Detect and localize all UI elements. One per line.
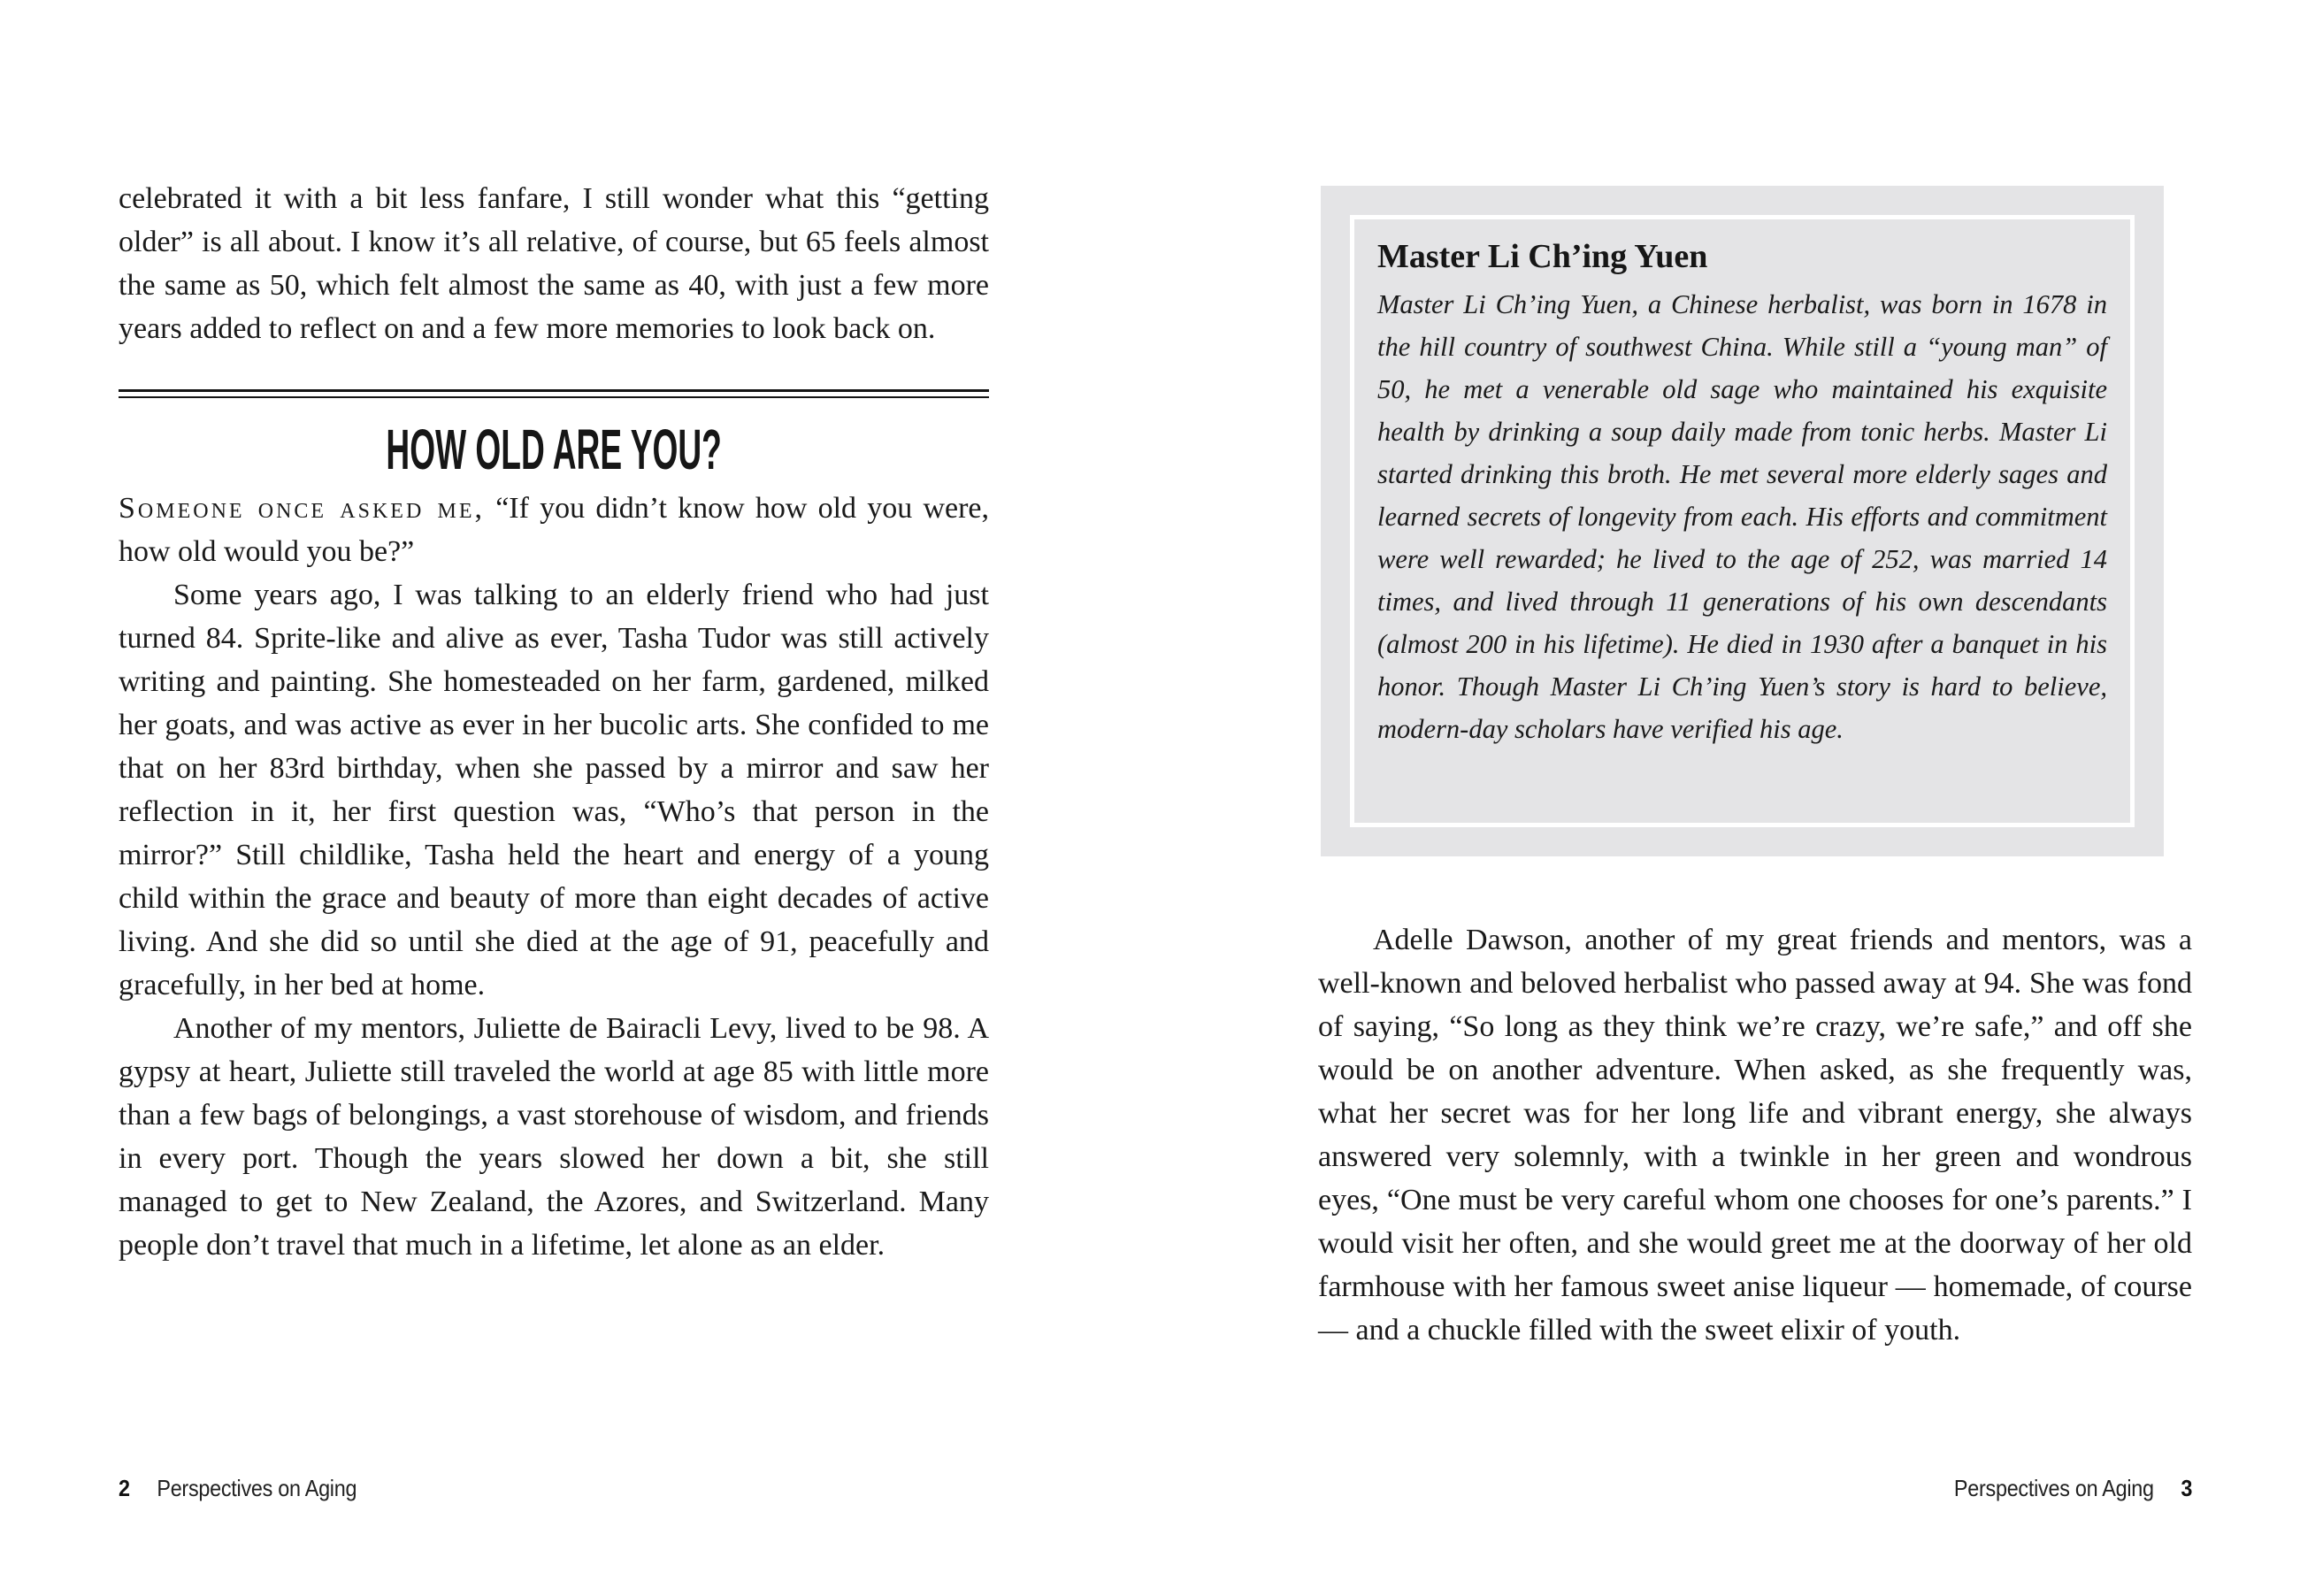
- lead-smallcaps: Someone once asked me,: [119, 492, 485, 525]
- right-footer-content: [1954, 1474, 2192, 1502]
- body-paragraph: Another of my mentors, Juliette de Bairacli Levy, lived to be 98. A gypsy at heart, Juliette still traveled the world at age 85 with little more than a few bags of belongings, a vast storehouse of wisdom, and friends in every port. Though the years slowed her down a bit, she still managed to get to New Zealand, the Azores, and Switzerland. Many people don’t travel that much in a lifetime, let alone as an elder.: [119, 1012, 989, 1262]
- section-heading-text: HOW OLD ARE YOU?: [386, 418, 722, 481]
- right-page-number: 3: [2181, 1475, 2192, 1501]
- left-page-number: 2: [119, 1475, 130, 1501]
- right-running-title: Perspectives on Aging: [1953, 1475, 2154, 1501]
- sidebar-body: Master Li Ch’ing Yuen, a Chinese herbalist, was born in 1678 in the hill country of southwest China. While still a “young man” of 50, he met a venerable old sage who maintained his exquisite health by drinking a soup daily made from tonic herbs. Master Li started drinking this broth. He met several more elderly sages and learned secrets of longevity from each. His efforts and commitment were well rewarded; he lived to the age of 252, was married 14 times, and lived through 11 generations of his own descendants (almost 200 in his lifetime). He died in 1930 after a banquet in his honor. Though Master Li Ch’ing Yuen’s story is hard to believe, modern-day scholars have verified his age.: [1377, 289, 2107, 744]
- lead-paragraph: [119, 487, 989, 573]
- intro-paragraph: celebrated it with a bit less fanfare, I still wonder what this “getting older” is all about. I know it’s all relative, of course, but 65 feels almost the same as 50, which felt almost the same as 40, with just a few more years added to reflect on and a few more memories to look back on.: [119, 182, 989, 345]
- left-page-footer: [119, 1474, 383, 1502]
- sidebar-box: [1321, 186, 2164, 856]
- left-text-column: [119, 177, 989, 1267]
- right-text-column: [1318, 918, 2192, 1352]
- right-page-footer: [1928, 1474, 2192, 1502]
- sidebar-title: Master Li Ch’ing Yuen: [1377, 238, 1708, 275]
- lead-rest: “If you didn’t know how old you were, how old would you be?”: [119, 492, 990, 568]
- section-divider-rule: [119, 389, 989, 398]
- body-paragraph: Adelle Dawson, another of my great friends and mentors, was a well-known and beloved herbalist who passed away at 94. She was fond of saying, “So long as they think we’re crazy, we’re safe,” and off she would be on another adventure. When asked, as she frequently was, what her secret was for her long life and vibrant energy, she always answered very solemnly, with a twinkle in her green and wondrous eyes, “One must be very careful whom one chooses for one’s parents.” I would visit her often, and she would greet me at the doorway of her old farmhouse with her famous sweet anise liqueur — homemade, of course — and a chuckle filled with the sweet elixir of youth.: [1318, 924, 2192, 1347]
- left-footer-content: [119, 1474, 356, 1502]
- sidebar-inner-frame: [1350, 215, 2135, 827]
- left-running-title: Perspectives on Aging: [157, 1475, 357, 1501]
- body-paragraph: Some years ago, I was talking to an elderly friend who had just turned 84. Sprite-like and alive as ever, Tasha Tudor was still actively writing and painting. She homesteaded on her farm, gardened, milked her goats, and was active as ever in her bucolic arts. She confided to me that on her 83rd birthday, when she passed by a mirror and saw her reflection in it, her first question was, “Who’s that person in the mirror?” Still childlike, Tasha held the heart and energy of a young child within the grace and beauty of more than eight decades of active living. And she did so until she died at the age of 91, peacefully and gracefully, in her bed at home.: [119, 579, 989, 1001]
- section-heading: [119, 419, 989, 480]
